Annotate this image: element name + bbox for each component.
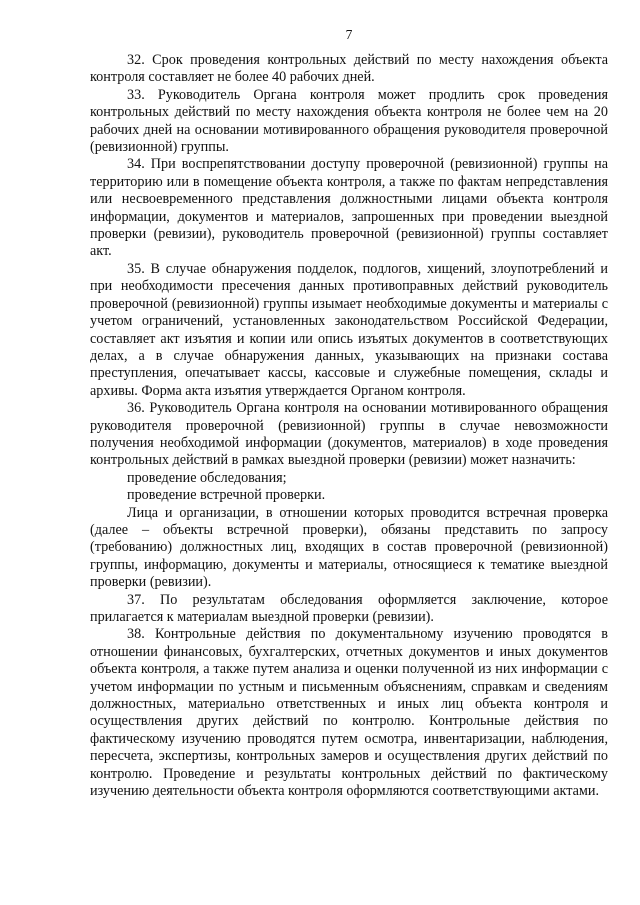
paragraph-35: 35. В случае обнаружения подделок, подлогов, хищений, злоупотреблений и при необходимости пресечения данных противоправных действий руководитель проверочной (ревизионной) группы изымает необходимые документы и материалы с учетом ограничений, установленных законодательством Российской Федерации, составляет акт изъятия и копии или опись изъятых документов в соответствующих делах, а в случае обнаружения данных, указывающих на признаки состава преступления, опечатывает кассы, кассовые и служебные помещения, склады и архивы. Форма акта изъятия утверждается Органом контроля.	[90, 260, 608, 399]
paragraph-32: 32. Срок проведения контрольных действий по месту нахождения объекта контроля составляет не более 40 рабочих дней.	[90, 52, 608, 86]
paragraph-36: 36. Руководитель Органа контроля на основании мотивированного обращения руководителя проверочной (ревизионной) группы в случае невозможности получения необходимой информации (документов, материалов) в ходе проведения контрольных действий в рамках выездной проверки (ревизии) может назначить:	[90, 400, 608, 469]
paragraph-38: 38. Контрольные действия по документальному изучению проводятся в отношении финансовых, бухгалтерских, отчетных документов и иных документов объекта контроля, а также путем анализа и оценки полученной из них информации с учетом информации по устным и письменным объяснениям, справкам и сведениям должностных, материально ответственных и иных лиц объекта контроля и осуществления других действий по контролю. Контрольные действия по фактическому изучению проводятся путем осмотра, инвентаризации, наблюдения, пересчета, экспертизы, контрольных замеров и осуществления других действий по контролю. Проведение и результаты контрольных действий по фактическому изучению деятельности объекта контроля оформляются соответствующими актами.	[90, 626, 608, 800]
list-item-counter-check: проведение встречной проверки.	[127, 487, 326, 504]
paragraph-37: 37. По результатам обследования оформляется заключение, которое прилагается к материалам выездной проверки (ревизии).	[90, 591, 608, 625]
paragraph-counter-check-objects: Лица и организации, в отношении которых проводится встречная проверка (далее – объекты встречной проверки), обязаны представить по запросу (требованию) должностных лиц, входящих в состав проверочной (ревизионной) группы, информацию, документы и материалы, относящиеся к тематике выездной проверки (ревизии).	[90, 504, 608, 591]
paragraph-33: 33. Руководитель Органа контроля может продлить срок проведения контрольных действий по месту нахождения объекта контроля не более чем на 20 рабочих дней на основании мотивированного обращения руководителя проверочной (ревизионной) группы.	[90, 86, 608, 156]
paragraph-34: 34. При воспрепятствовании доступу проверочной (ревизионной) группы на территорию или в помещение объекта контроля, а также по фактам непредставления или несвоевременного представления должностными лицами объекта контроля информации, документов и материалов, запрошенных при проведении выездной проверки (ревизии), руководитель проверочной (ревизионной) группы составляет акт.	[90, 156, 608, 260]
page-number: 7	[345, 27, 353, 42]
list-item-inspection: проведение обследования;	[127, 469, 287, 486]
